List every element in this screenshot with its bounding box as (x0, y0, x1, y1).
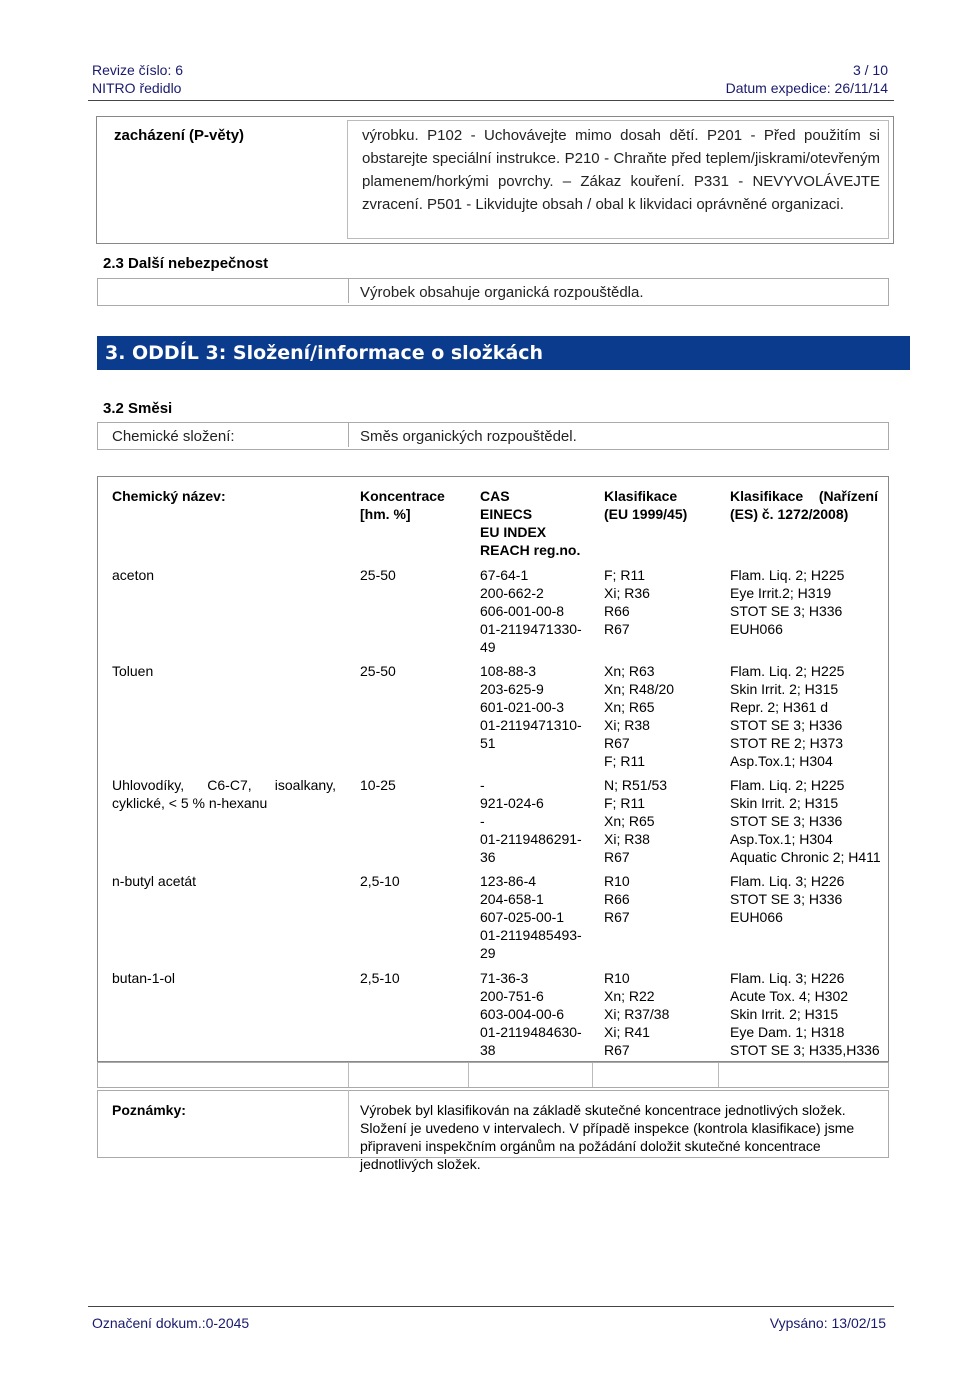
col-header-concentration: Koncentrace [hm. %] (360, 488, 445, 522)
revision-number: Revize číslo: 6 (92, 62, 184, 78)
table-row-clp-classification: Flam. Liq. 3; H226 STOT SE 3; H336 EUH066 (730, 873, 845, 925)
other-hazards-divider (348, 279, 349, 303)
footer-col-line-2 (468, 1063, 469, 1087)
table-row-identifiers: 108-88-3 203-625-9 601-021-00-3 01-2119471310- 51 (480, 663, 582, 751)
page-number: 3 / 10 (852, 62, 888, 78)
printed-date: Vypsáno: 13/02/15 (769, 1315, 886, 1331)
table-row-name: Toluen (112, 663, 154, 679)
table-row-eu-classification: F; R11 Xi; R36 R66 R67 (604, 567, 650, 637)
table-row-concentration: 2,5-10 (360, 873, 400, 889)
table-row-identifiers: 123-86-4 204-658-1 607-025-00-1 01-2119485493- 29 (480, 873, 582, 961)
document-id: Označení dokum.:0-2045 (92, 1315, 250, 1331)
mixtures-title: 3.2 Směsi (103, 400, 173, 417)
footer-col-line-4 (718, 1063, 719, 1087)
col-header-name: Chemický název: (112, 488, 226, 504)
table-row-concentration: 25-50 (360, 567, 396, 583)
table-row-name: n-butyl acetát (112, 873, 197, 889)
footer-divider (88, 1306, 894, 1307)
col-header-clp-classification: Klasifikace (Nařízení (ES) č. 1272/2008) (730, 488, 878, 522)
table-row-clp-classification: Flam. Liq. 2; H225 Eye Irrit.2; H319 STOT SE 3; H336 EUH066 (730, 567, 845, 637)
table-row-name: butan-1-ol (112, 970, 176, 986)
mixtures-value: Směs organických rozpouštědel. (360, 428, 577, 445)
product-name: NITRO ředidlo (92, 80, 182, 96)
mixtures-label: Chemické složení: (112, 428, 235, 445)
section-3-header (97, 336, 910, 370)
precautions-text: výrobku. P102 - Uchovávejte mimo dosah dětí. P201 - Před použitím si obstarejte speciální instrukce. P210 - Chraňte před teplem/jiskrami/otevřeným plamenem/horkými povrchy. – Zákaz kouření. P331 - NEVYVOLÁVEJTE zvracení. P501 - Likvidujte obsah / obal k likvidaci oprávněné organizaci. (362, 127, 880, 213)
footer-col-line-1 (348, 1063, 349, 1087)
table-row-clp-classification: Flam. Liq. 2; H225 Skin Irrit. 2; H315 STOT SE 3; H336 Asp.Tox.1; H304 Aquatic Chronic 2; H411 (730, 777, 881, 865)
table-row-concentration: 10-25 (360, 777, 396, 793)
table-row-concentration: 2,5-10 (360, 970, 400, 986)
col-header-eu-classification: Klasifikace (EU 1999/45) (604, 488, 688, 522)
table-row-clp-classification: Flam. Liq. 2; H225 Skin Irrit. 2; H315 Repr. 2; H361 d STOT SE 3; H336 STOT RE 2; H373 Asp.Tox.1; H304 (730, 663, 845, 769)
notes-divider (348, 1090, 349, 1158)
other-hazards-text: Výrobek obsahuje organická rozpouštědla. (360, 284, 644, 301)
other-hazards-title: 2.3 Další nebezpečnost (103, 255, 269, 272)
table-row-identifiers: - 921-024-6 - 01-2119486291- 36 (480, 777, 582, 865)
table-row-eu-classification: N; R51/53 F; R11 Xn; R65 Xi; R38 R67 (604, 777, 668, 865)
table-row-name: aceton (112, 567, 155, 583)
table-row-eu-classification: Xn; R63 Xn; R48/20 Xn; R65 Xi; R38 R67 F; R11 (604, 663, 675, 769)
table-row-name: Uhlovodíky, C6-C7, isoalkany, cyklické, < 5 % n-hexanu (112, 777, 336, 811)
footer-col-line-3 (592, 1063, 593, 1087)
table-row-identifiers: 67-64-1 200-662-2 606-001-00-8 01-2119471330- 49 (480, 567, 582, 655)
section-3-number: 3. (105, 342, 126, 364)
header-divider (88, 100, 894, 101)
issue-date: Datum expedice: 26/11/14 (725, 80, 888, 96)
precautions-label: zacházení (P-věty) (114, 127, 245, 144)
notes-text: Výrobek byl klasifikován na základě skutečné koncentrace jednotlivých složek. Složení je uvedeno v intervalech. V případě inspekce (kontrola klasifikace) jsme připraveni inspekčním orgánům na požádání doložit skutečné koncentrace jednotlivých složek. (360, 1102, 855, 1172)
table-row-identifiers: 71-36-3 200-751-6 603-004-00-6 01-2119484630- 38 (480, 970, 582, 1058)
table-row-eu-classification: R10 R66 R67 (604, 873, 630, 925)
mixtures-divider (348, 423, 349, 447)
table-row-eu-classification: R10 Xn; R22 Xi; R37/38 Xi; R41 R67 (604, 970, 670, 1058)
col-header-identifiers: CAS EINECS EU INDEX REACH reg.no. (480, 488, 581, 558)
table-row-clp-classification: Flam. Liq. 3; H226 Acute Tox. 4; H302 Skin Irrit. 2; H315 Eye Dam. 1; H318 STOT SE 3; H335,H336 (730, 970, 880, 1058)
table-row-concentration: 25-50 (360, 663, 396, 679)
composition-table-footer-row (97, 1062, 889, 1088)
section-3-title: ODDÍL 3: Složení/informace o složkách (132, 342, 544, 364)
notes-label: Poznámky: (112, 1102, 186, 1118)
